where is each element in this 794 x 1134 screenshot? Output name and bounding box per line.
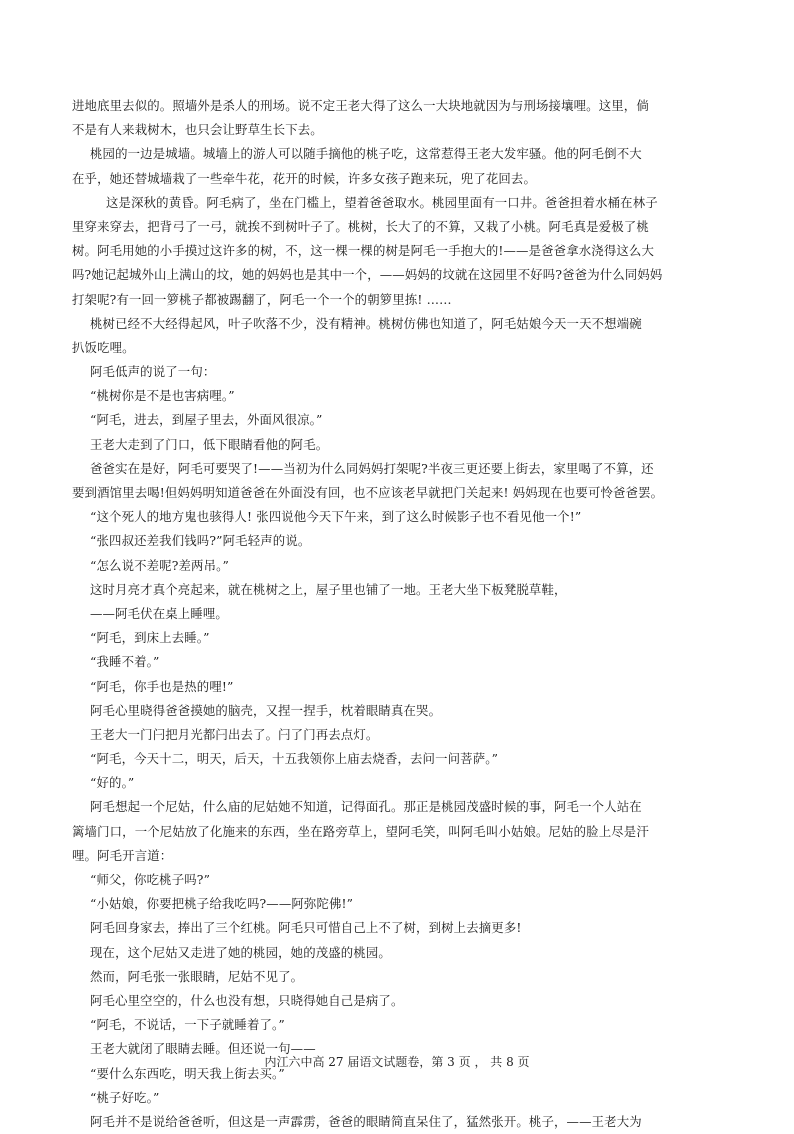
text-line: 扒饭吃哩。 (72, 339, 135, 355)
text-line: 阿毛回身家去，捧出了三个红桃。阿毛只可惜自己上不了树，到树上去摘更多! (90, 920, 522, 936)
text-line: “阿毛，你手也是热的哩!” (90, 678, 234, 694)
text-line: 桃树已经不大经得起风，叶子吹落不少，没有精神。桃树仿佛也知道了，阿毛姑娘今天一天不想端碗 (90, 315, 642, 331)
text-line: 然而，阿毛张一张眼睛，尼姑不见了。 (90, 968, 304, 984)
text-line: “我睡不着。” (90, 654, 160, 670)
text-line: 这是深秋的黄昏。阿毛病了，坐在门槛上，望着爸爸取水。桃园里面有一口井。爸爸担着水桶在林子 (106, 194, 658, 210)
text-line: 王老大就闭了眼睛去睡。但还说一句—— (90, 1041, 316, 1057)
text-line: “阿毛，不说话，一下子就睡着了。” (90, 1017, 285, 1033)
text-line: 要到酒馆里去喝!但妈妈明知道爸爸在外面没有回，也不应该老早就把门关起来! 妈妈现在也要可怜爸爸罢。 (72, 485, 664, 500)
text-line: 哩。阿毛开言道： (72, 847, 173, 863)
text-line: 阿毛心里晓得爸爸摸她的脑壳，又捏一捏手，枕着眼睛真在哭。 (90, 702, 442, 718)
text-line: “这个死人的地方鬼也骇得人! 张四说他今天下午来，到了这么时候影子也不看见他一个!” (90, 509, 582, 525)
text-line: 在乎，她还替城墙栽了一些牵牛花，花开的时候，许多女孩子跑来玩，兜了花回去。 (72, 170, 537, 186)
text-line: 爸爸实在是好，阿毛可要哭了!——当初为什么同妈妈打架呢?半夜三更还要上街去，家里喝了不算，还 (90, 460, 654, 476)
text-line: “好的。” (90, 775, 135, 791)
text-line: “桃子好吃。” (90, 1089, 160, 1105)
text-line: “张四叔还差我们钱吗?”阿毛轻声的说。 (90, 533, 311, 549)
text-line: 树。阿毛用她的小手摸过这许多的树，不，这一棵一棵的树是阿毛一手抱大的!——是爸爸拿水浇得这么大 (72, 243, 654, 259)
text-line: 进地底里去似的。照墙外是杀人的刑场。说不定王老大得了这么一大块地就因为与刑场接壤哩。这里，倘 (72, 98, 649, 113)
text-line: “阿毛，进去，到屋子里去，外面风很凉。” (90, 412, 323, 428)
text-line: 王老大走到了门口，低下眼睛看他的阿毛。 (90, 436, 329, 452)
text-line: “桃树你是不是也害病哩。” (90, 388, 235, 404)
text-line: 篱墙门口，一个尼姑放了化施来的东西，坐在路旁草上，望阿毛笑，叫阿毛叫小姑娘。尼姑的脸上尽是汗 (72, 823, 649, 839)
text-line: 吗?她记起城外山上满山的坟，她的妈妈也是其中一个，——妈妈的坟就在这园里不好吗?爸爸为什么同妈妈 (72, 267, 663, 283)
text-line: 这时月亮才真个亮起来，就在桃树之上，屋子里也铺了一地。王老大坐下板凳脱草鞋， (90, 581, 567, 597)
text-line: 王老大一门闩把月光都闩出去了。闩了门再去点灯。 (90, 726, 379, 742)
text-line: “师父，你吃桃子吗?” (90, 872, 211, 887)
text-line: “阿毛，今天十二，明天，后天，十五我领你上庙去烧香，去问一问菩萨。” (90, 751, 499, 767)
text-line: “阿毛，到床上去睡。” (90, 630, 210, 646)
text-line: 不是有人来栽树木，也只会让野草生长下去。 (72, 122, 323, 138)
text-line: ——阿毛伏在桌上睡哩。 (90, 605, 228, 621)
text-line: 阿毛低声的说了一句： (90, 364, 216, 380)
text-line: 里穿来穿去，把背弓了一弓，就挨不到树叶子了。桃树，长大了的不算，又栽了小桃。阿毛真是爱极了桃 (72, 218, 649, 234)
text-line: 现在，这个尼姑又走进了她的桃园，她的茂盛的桃园。 (90, 944, 391, 960)
passage-text (72, 94, 732, 1134)
page-footer: 内江六中高 27 届语文试题卷，第 3 页 ， 共 8 页 (264, 1055, 530, 1069)
text-line: “怎么说不差呢?差两吊。” (90, 557, 229, 573)
text-line: 阿毛心里空空的，什么也没有想，只晓得她自己是病了。 (90, 992, 404, 1008)
text-line: 阿毛想起一个尼姑，什么庙的尼姑她不知道，记得面孔。那正是桃园茂盛时候的事，阿毛一个人站在 (90, 799, 642, 815)
text-line: 阿毛并不是说给爸爸听，但这是一声霹雳，爸爸的眼睛简直呆住了，猛然张开。桃子，——王老大为 (90, 1113, 642, 1129)
text-line: 打架呢?有一回一箩桃子都被踢翻了，阿毛一个一个的朝箩里拣! …… (72, 291, 452, 307)
text-line: “要什么东西吃，明天我上街去买。” (90, 1065, 285, 1081)
text-line: 桃园的一边是城墙。城墙上的游人可以随手摘他的桃子吃，这常惹得王老大发牢骚。他的阿毛倒不大 (90, 146, 642, 162)
text-line: “小姑娘，你要把桃子给我吃吗?——阿弥陀佛!” (90, 896, 354, 912)
